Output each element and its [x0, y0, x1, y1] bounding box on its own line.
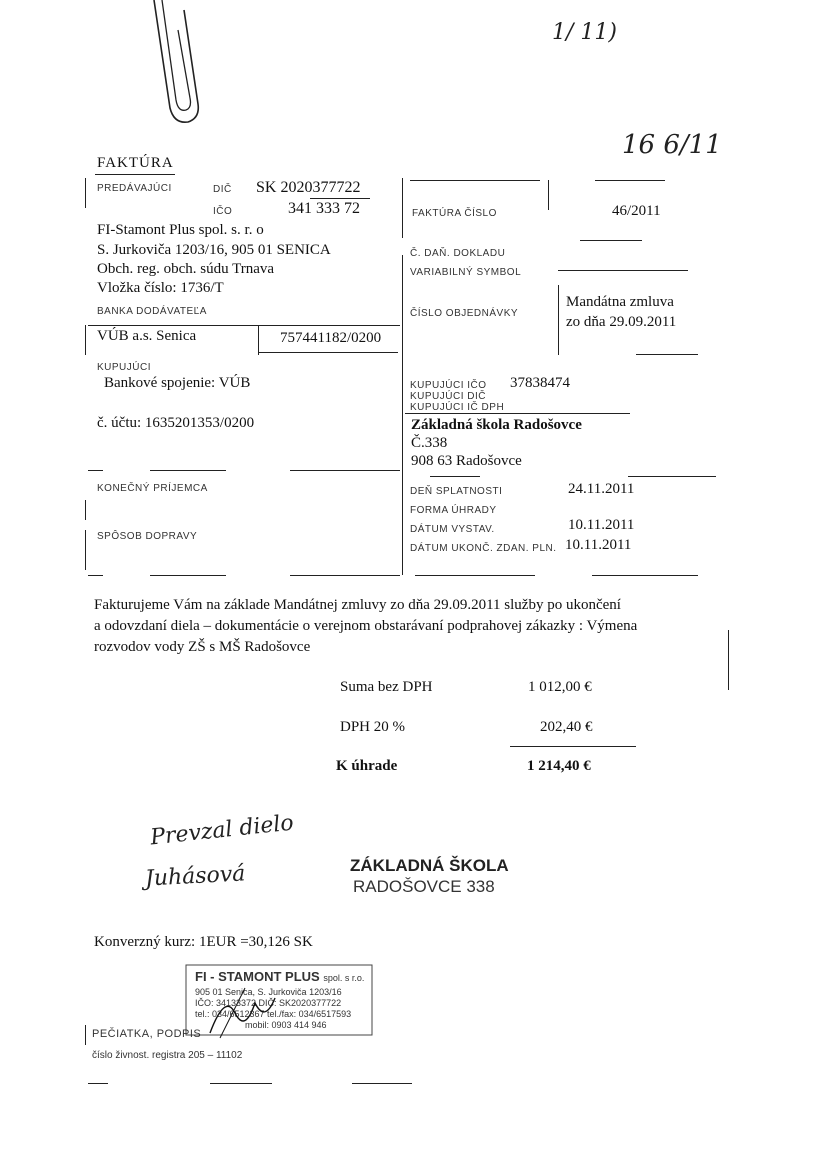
order-label: ČÍSLO OBJEDNÁVKY: [410, 308, 519, 319]
supplier-insert: Vložka číslo: 1736/T: [97, 280, 224, 296]
supplier-ico: 341 333 72: [288, 200, 360, 217]
buyer-bank-info-value: VÚB: [218, 375, 251, 391]
transport-label: SPÔSOB DOPRAVY: [97, 531, 198, 542]
supplier-ico-label: IČO: [213, 206, 233, 217]
invoice-title: FAKTÚRA: [97, 155, 174, 171]
net-value: 1 012,00 €: [528, 679, 592, 695]
buyer-street: Č.338: [411, 435, 448, 451]
conversion-rate: Konverzný kurz: 1EUR =30,126 SK: [94, 934, 313, 950]
stamp-address: 905 01 Senica, S. Jurkoviča 1203/16: [195, 987, 342, 997]
issued-label: DÁTUM VYSTAV.: [410, 524, 495, 535]
order-line1: Mandátna zmluva: [566, 294, 674, 310]
buyer-icdph-label: KUPUJÚCI IČ DPH: [410, 402, 505, 413]
payment-label: FORMA ÚHRADY: [410, 505, 497, 516]
supplier-bank: VÚB a.s. Senica: [97, 328, 197, 344]
supplier-name: FI-Stamont Plus spol. s. r. o: [97, 222, 264, 238]
supplier-address: S. Jurkoviča 1203/16, 905 01 SENICA: [97, 242, 331, 258]
body-line3: rozvodov vody ZŠ s MŠ Radošovce: [94, 639, 311, 655]
stamp-ids: IČO: 34133372 DIČ: SK2020377722: [195, 998, 342, 1008]
stamp-signature-icon: [205, 983, 285, 1043]
buyer-bank-info-label: Bankové spojenie:: [104, 375, 216, 391]
stamp-company-name: FI - STAMONT PLUS: [195, 969, 320, 984]
body-line1: Fakturujeme Vám na základe Mandátnej zmluvy zo dňa 29.09.2011 služby po ukončení: [94, 597, 621, 613]
supplier-dic-label: DIČ: [213, 184, 232, 195]
paper-clip-icon: [140, 0, 220, 130]
buyer-account-label: č. účtu:: [97, 415, 142, 431]
corner-number: 16 6/11: [622, 130, 722, 160]
issued-date: 10.11.2011: [568, 517, 635, 533]
vat-label: DPH 20 %: [340, 719, 406, 735]
stamp-company: [195, 969, 364, 984]
buyer-ico: 37838474: [510, 375, 570, 391]
stamp-phone: tel.: 034/6512367 tel./fax: 034/6517593: [195, 1009, 352, 1019]
recipient-label: KONEČNÝ PRÍJEMCA: [97, 483, 208, 494]
taxable-date: 10.11.2011: [565, 537, 632, 553]
buyer-dic-label: KUPUJÚCI DIČ: [410, 391, 487, 402]
vat-value: 202,40 €: [540, 719, 593, 735]
buyer-ico-label: KUPUJÚCI IČO: [410, 380, 487, 391]
supplier-label: PREDÁVAJÚCI: [97, 183, 172, 194]
buyer-bank-info: [104, 375, 250, 392]
supplier-dic: SK 2020377722: [256, 179, 361, 196]
stamp-company-type: spol. s r.o.: [323, 973, 365, 983]
company-stamp: [185, 963, 375, 1038]
buyer-account-value: 1635201353/0200: [144, 415, 255, 431]
due-date: 24.11.2011: [568, 481, 635, 497]
buyer-label: KUPUJÚCI: [97, 362, 152, 373]
stamp-mobile: mobil: 0903 414 946: [245, 1020, 327, 1030]
stamp-signature-label: PEČIATKA, PODPIS: [92, 1028, 202, 1040]
handwriting-received: Prevzal dielo: [149, 810, 295, 851]
buyer-name: Základná škola Radošovce: [411, 417, 582, 433]
total-value: 1 214,40 €: [527, 758, 591, 774]
body-line2: a odovzdaní diela – dokumentácie o verejnom obstarávaní podprahovej zákazky : Výmena: [94, 618, 638, 634]
invoice-number-label: FAKTÚRA ČÍSLO: [412, 208, 497, 219]
trade-register: číslo živnost. registra 205 – 11102: [92, 1050, 243, 1061]
invoice-number: 46/2011: [612, 203, 661, 219]
tax-doc-label: Č. DAŇ. DOKLADU: [410, 248, 506, 259]
handwriting-signature: Juhásová: [144, 861, 246, 892]
supplier-account: 757441182/0200: [280, 330, 382, 346]
net-label: Suma bez DPH: [340, 679, 433, 695]
taxable-label: DÁTUM UKONČ. ZDAN. PLN.: [410, 543, 557, 554]
school-stamp-line2: RADOŠOVCE 338: [353, 877, 495, 896]
supplier-register: Obch. reg. obch. súdu Trnava: [97, 261, 275, 277]
supplier-bank-label: BANKA DODÁVATEĽA: [97, 306, 207, 317]
total-label: K úhrade: [336, 758, 398, 774]
school-stamp-line1: ZÁKLADNÁ ŠKOLA: [350, 856, 509, 875]
buyer-account: [97, 415, 254, 432]
corner-mark: 1/ 11): [552, 20, 617, 45]
buyer-city: 908 63 Radošovce: [411, 453, 522, 469]
due-label: DEŇ SPLATNOSTI: [410, 486, 503, 497]
order-line2: zo dňa 29.09.2011: [566, 314, 677, 330]
variable-symbol-label: VARIABILNÝ SYMBOL: [410, 267, 522, 278]
